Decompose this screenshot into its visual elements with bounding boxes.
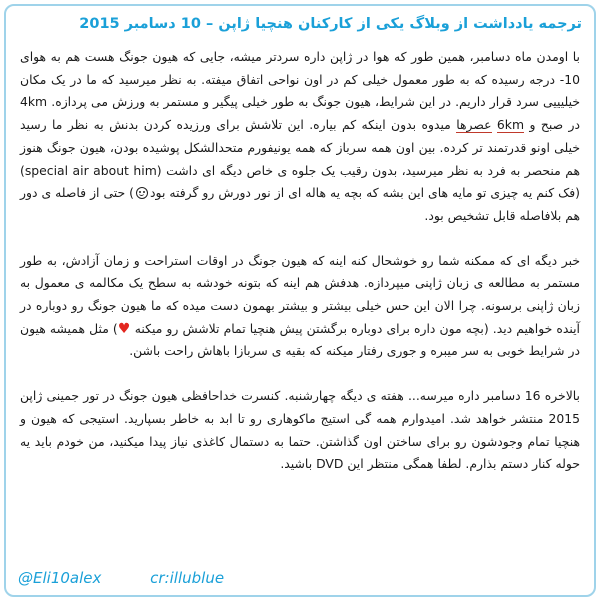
- twitter-handle: @Eli10alex: [18, 569, 102, 587]
- paragraph-1: [20, 46, 580, 228]
- smiley-icon: [136, 187, 148, 199]
- paragraph-2-text-a: خبر دیگه ای که ممکنه شما رو خوشحال کنه اینه که هیون جونگ در اوقات استراحت و زمان آزادش، به طور مستمر به مطالعه ی زبان ژاپنی میپردازه. هدفش هم اینه که بتونه خودشه به سطح یک مکالمه ی معمول به زبان ژاپنی برسونه. چرا الان این حس خیلی بیشتر و بیشتر بهمون دست میده که ما هیون جونگ رو دوباره در آینده خواهیم دید. (بچه مون داره برای دوباره برگشتن پیش هنچیا تمام تلاشش رو میکنه: [20, 252, 580, 336]
- underlined-6km: 6km: [496, 117, 525, 133]
- page-title: ترجمه یادداشت از وبلاگ یکی از کارکنان هنچیا ژاپن – 10 دسامبر 2015: [79, 16, 582, 32]
- paragraph-2: [20, 250, 580, 364]
- paragraph-1-text-a: با اومدن ماه دسامبر، همین طور که هوا در ژاپن داره سردتر میشه، جایی که هیون جونگ هست هم به هوای 10- درجه رسیده که به طور معمول خیلی کم در اون نواحی اتفاق میفته. به نظر میرسید که ما در یک مکان خیلیییی سرد قرار داریم. در این شرایط، هیون جونگ به طور خیلی پیگیر و مستمر به ورزش می پردازه. 4km در صبح و: [20, 49, 580, 133]
- image-credit: cr:illublue: [150, 569, 225, 587]
- paragraph-1-text-b: میدوه بدون اینکه کم بیاره. این تلاشش برای ورزیده کردن بدنش به نظر ما رسید خیلی اونو قدرتمند تر کرده. بین اون همه سرباز که همه یونیفورم متحدالشکل پوشیده بودن، هیون جونگ هنوز هم منحصر به فرد به نظر میرسید، بدون رقیب یک جلوه ی خاص دیگه ای داشت (special air about him) (فک کنم یه چیزی تو مایه های این بشه که بچه یه هاله ای از نور دورش رو گرفته بود: [20, 117, 581, 201]
- translation-card: [4, 4, 596, 597]
- underlined-evenings: عصرها: [456, 117, 492, 133]
- paragraph-3: بالاخره 16 دسامبر داره میرسه... هفته ی دیگه چهارشنبه. کنسرت خداحافظی هیون جونگ در تور جمینی ژاپن 2015 منتشر خواهد شد. امیدوارم همه گی استیج ماکوهاری رو تا ابد به خاطر بسپارید. استیجی که هیون و هنچیا تمام وجودشون رو برای ساختن اون گذاشتن. حتما به دستمال کاغذی نیاز پیدا میکنید، من خودم باید یه حوله کنار دستم بذارم. لطفا همگی منتظر این DVD باشید.: [20, 388, 581, 472]
- paragraph-2-text-b: ) مثل همیشه هیون در شرایط خوبی به سر میبره و جوری رفتار میکنه که بقیه ی سربازا باهاش راحت باشن.: [20, 320, 580, 359]
- footer-credits: [18, 569, 224, 587]
- heart-icon: ♥: [117, 320, 131, 337]
- paragraph-1-text-c: ) حتی از فاصله ی دور هم بلافاصله قابل تشخیص بود.: [20, 185, 580, 223]
- article-body: [20, 46, 580, 476]
